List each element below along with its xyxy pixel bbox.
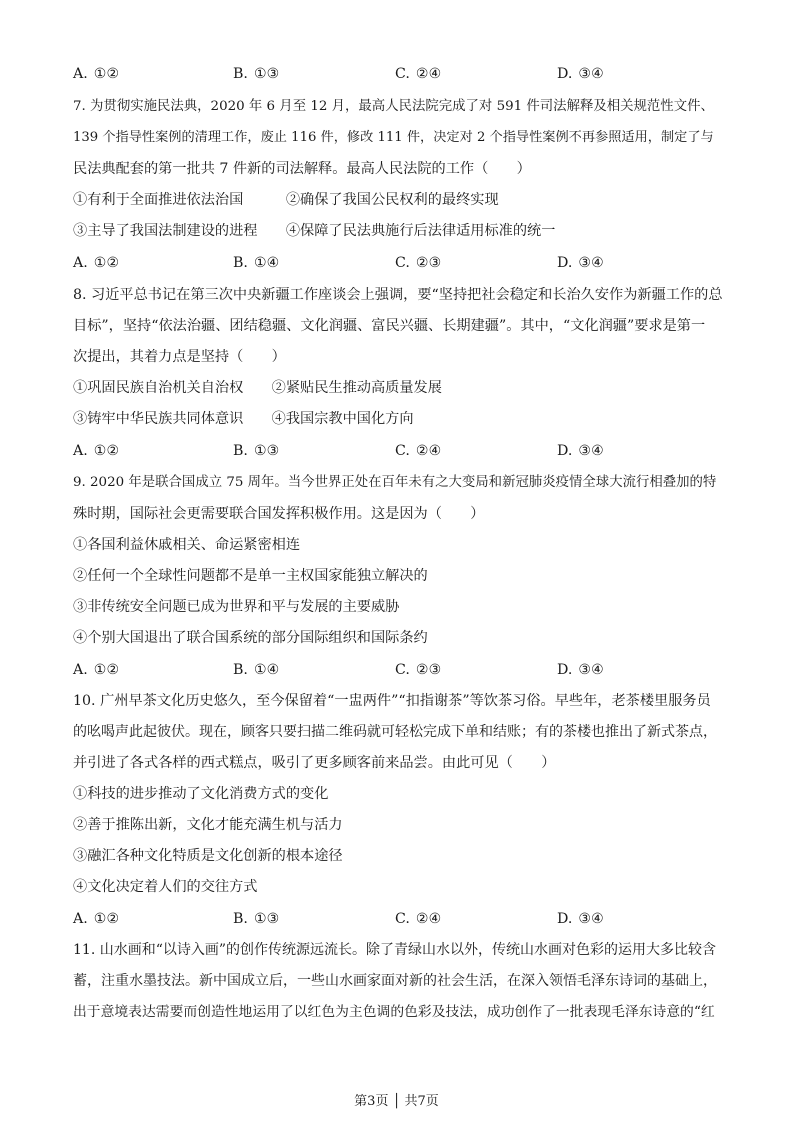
q10-statement: ③融汇各种文化特质是文化创新的根本途径 bbox=[73, 848, 343, 864]
q6-option-b[interactable]: B. ①③ bbox=[233, 66, 280, 82]
q7-statement: ①有利于全面推进依法治国 ②确保了我国公民权利的最终实现 bbox=[73, 192, 499, 208]
q10-option-d[interactable]: D. ③④ bbox=[557, 911, 604, 927]
q10-statement: ①科技的进步推动了文化消费方式的变化 bbox=[73, 786, 329, 802]
q9-statement: ④个别大国退出了联合国系统的部分国际组织和国际条约 bbox=[73, 630, 428, 646]
q6-option-c[interactable]: C. ②④ bbox=[395, 66, 442, 82]
q8-option-c[interactable]: C. ②④ bbox=[395, 443, 442, 459]
q7-option-c[interactable]: C. ②③ bbox=[395, 255, 442, 271]
q10-stem-line: 并引进了各式各样的西式糕点，吸引了更多顾客前来品尝。由此可见（ ） bbox=[73, 755, 556, 771]
q6-option-d[interactable]: D. ③④ bbox=[557, 66, 604, 82]
q9-option-d[interactable]: D. ③④ bbox=[557, 662, 604, 678]
q9-statement: ②任何一个全球性问题都不是单一主权国家能独立解决的 bbox=[73, 568, 428, 584]
q9-stem-line: 殊时期，国际社会更需要联合国发挥积极作用。这是因为（ ） bbox=[73, 506, 485, 522]
q7-options bbox=[73, 253, 723, 273]
q9-option-b[interactable]: B. ①④ bbox=[233, 662, 280, 678]
q10-statement: ②善于推陈出新，文化才能充满生机与活力 bbox=[73, 817, 343, 833]
q10-options bbox=[73, 909, 723, 929]
q7-statement: ③主导了我国法制建设的进程 ④保障了民法典施行后法律适用标准的统一 bbox=[73, 223, 556, 239]
q10-stem-line: 10. 广州早茶文化历史悠久，至今保留着“一盅两件”“扣指谢茶”等饮茶习俗。早些年，老茶楼里服务员 bbox=[73, 693, 711, 709]
q9-option-c[interactable]: C. ②③ bbox=[395, 662, 442, 678]
q11-stem-line: 出于意境表达需要而创造性地运用了以红色为主色调的色彩及技法，成功创作了一批表现毛泽东诗意的“红 bbox=[73, 1004, 715, 1020]
q8-statement: ③铸牢中华民族共同体意识 ④我国宗教中国化方向 bbox=[73, 411, 414, 427]
q7-stem-line: 139 个指导性案例的清理工作，废止 116 件，修改 111 件，决定对 2 个指导性案例不再参照适用，制定了与 bbox=[73, 130, 714, 145]
q8-option-d[interactable]: D. ③④ bbox=[557, 443, 604, 459]
q10-stem-line: 的吆喝声此起彼伏。现在，顾客只要扫描二维码就可轻松完成下单和结账；有的茶楼也推出了新式茶点， bbox=[73, 724, 717, 740]
q8-option-a[interactable]: A. ①② bbox=[73, 443, 120, 459]
q8-stem-line: 目标”，坚持“依法治疆、团结稳疆、文化润疆、富民兴疆、长期建疆”。其中，“文化润疆”要求是第一 bbox=[73, 318, 706, 334]
q8-options bbox=[73, 441, 723, 461]
q7-stem-line: 7. 为贯彻实施民法典，2020 年 6 月至 12 月，最高人民法院完成了对 591 件司法解释及相关规范性文件、 bbox=[73, 99, 714, 114]
q11-stem-line: 11. 山水画和“以诗入画”的创作传统源远流长。除了青绿山水以外，传统山水画对色彩的运用大多比较含 bbox=[73, 942, 717, 958]
q8-option-b[interactable]: B. ①③ bbox=[233, 443, 280, 459]
q9-statement: ①各国利益休戚相关、命运紧密相连 bbox=[73, 537, 301, 553]
q10-option-c[interactable]: C. ②④ bbox=[395, 911, 442, 927]
q8-stem-line: 次提出，其着力点是坚持（ ） bbox=[73, 349, 286, 365]
q9-stem-line: 9. 2020 年是联合国成立 75 周年。当今世界正处在百年未有之大变局和新冠肺炎疫情全球大流行相叠加的特 bbox=[73, 475, 717, 490]
q8-statement: ①巩固民族自治机关自治权 ②紧贴民生推动高质量发展 bbox=[73, 380, 442, 396]
q10-option-b[interactable]: B. ①③ bbox=[233, 911, 280, 927]
page-number-footer: 第3页 │ 共7页 bbox=[354, 1094, 439, 1109]
q11-stem-line: 蓄，注重水墨技法。新中国成立后，一些山水画家面对新的社会生活，在深入领悟毛泽东诗词的基础上， bbox=[73, 973, 717, 989]
q9-statement: ③非传统安全问题已成为世界和平与发展的主要威胁 bbox=[73, 599, 400, 615]
q9-options bbox=[73, 660, 723, 680]
q10-statement: ④文化决定着人们的交往方式 bbox=[73, 879, 258, 895]
q7-stem-line: 民法典配套的第一批共 7 件新的司法解释。最高人民法院的工作（ ） bbox=[73, 161, 531, 177]
q6-options bbox=[73, 64, 723, 84]
q7-option-b[interactable]: B. ①④ bbox=[233, 255, 280, 271]
q7-option-d[interactable]: D. ③④ bbox=[557, 255, 604, 271]
q6-option-a[interactable]: A. ①② bbox=[73, 66, 120, 82]
q8-stem-line: 8. 习近平总书记在第三次中央新疆工作座谈会上强调，要“坚持把社会稳定和长治久安作为新疆工作的总 bbox=[73, 287, 723, 303]
q7-option-a[interactable]: A. ①② bbox=[73, 255, 120, 271]
q10-option-a[interactable]: A. ①② bbox=[73, 911, 120, 927]
q9-option-a[interactable]: A. ①② bbox=[73, 662, 120, 678]
